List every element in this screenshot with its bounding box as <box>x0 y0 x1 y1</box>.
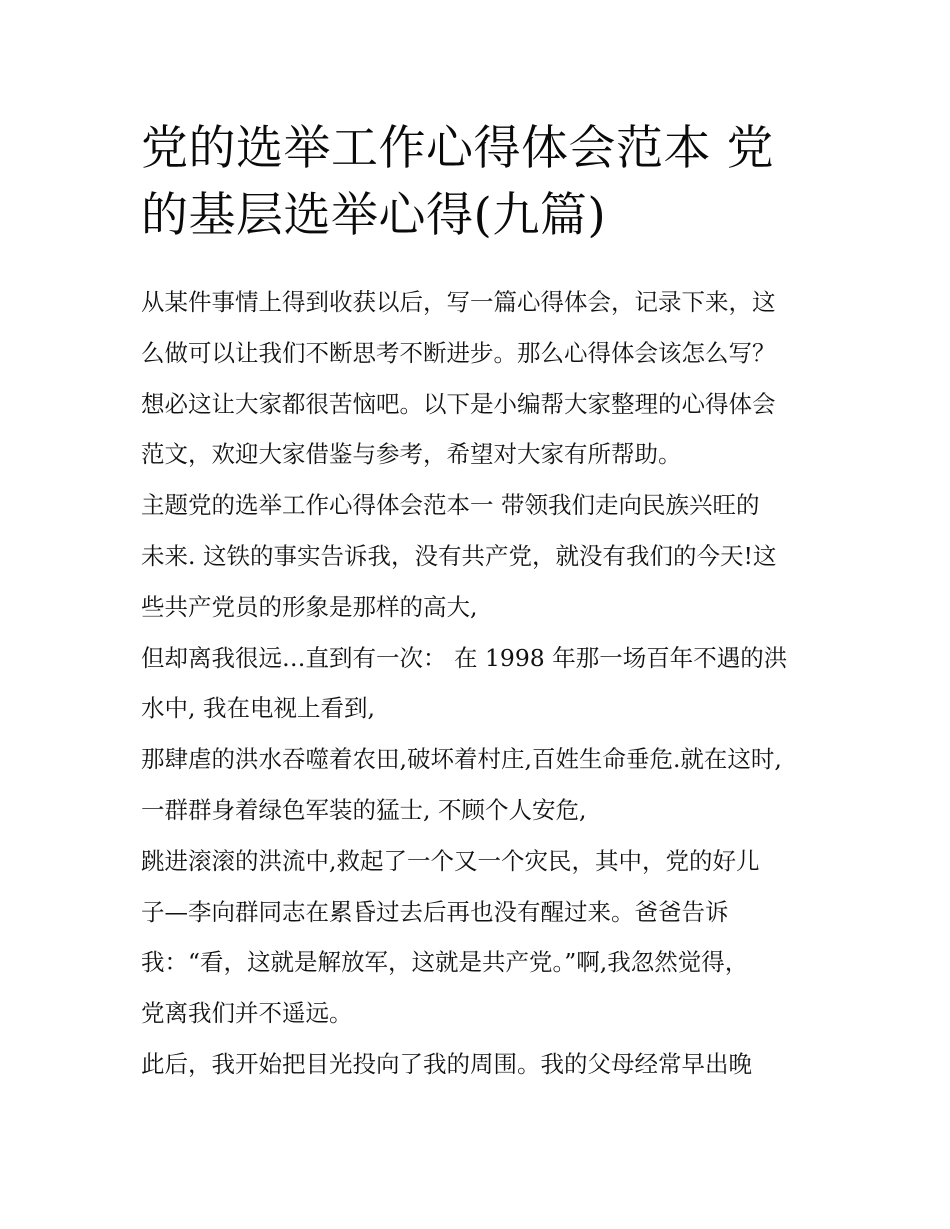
paragraph-line: 些共产党员的形象是那样的高大, <box>141 592 478 621</box>
paragraph-line: 未来. 这铁的事实告诉我，没有共产党，就没有我们的今天!这 <box>141 541 777 570</box>
paragraph-line: 水中, 我在电视上看到, <box>141 694 375 723</box>
paragraph-line: 范文，欢迎大家借鉴与参考，希望对大家有所帮助。 <box>141 440 682 469</box>
paragraph-line: 从某件事情上得到收获以后，写一篇心得体会，记录下来，这 <box>141 288 776 316</box>
paragraph-line: 么做可以让我们不断思考不断进步。那么心得体会该怎么写？ <box>141 338 776 367</box>
paragraph-line: 跳进滚滚的洪流中,救起了一个又一个灾民，其中，党的好儿 <box>141 846 760 875</box>
paragraph-line: 一群群身着绿色军装的猛士, 不顾个人安危, <box>141 795 587 824</box>
document-title: 党的选举工作心得体会范本 党的基层选举心得(九篇) <box>141 121 774 243</box>
paragraph-line: 那肆虐的洪水吞噬着农田,破坏着村庄,百姓生命垂危.就在这时, <box>141 745 782 774</box>
paragraph-line: 但却离我很远…直到有一次： 在 1998 年那一场百年不遇的洪 <box>141 643 788 672</box>
document-body <box>141 283 821 1096</box>
paragraph-line: 子—李向群同志在累昏过去后再也没有醒过来。爸爸告诉 <box>141 897 729 926</box>
paragraph-line: 我：“看，这就是解放军，这就是共产党。”啊,我忽然觉得， <box>141 948 749 977</box>
paragraph-line: 党离我们并不遥远。 <box>141 999 353 1028</box>
paragraph-line: 主题党的选举工作心得体会范本一 带领我们走向民族兴旺的 <box>141 491 760 520</box>
paragraph-line: 此后，我开始把目光投向了我的周围。我的父母经常早出晚 <box>141 1049 752 1078</box>
paragraph-line: 想必这让大家都很苦恼吧。以下是小编帮大家整理的心得体会 <box>141 389 776 418</box>
